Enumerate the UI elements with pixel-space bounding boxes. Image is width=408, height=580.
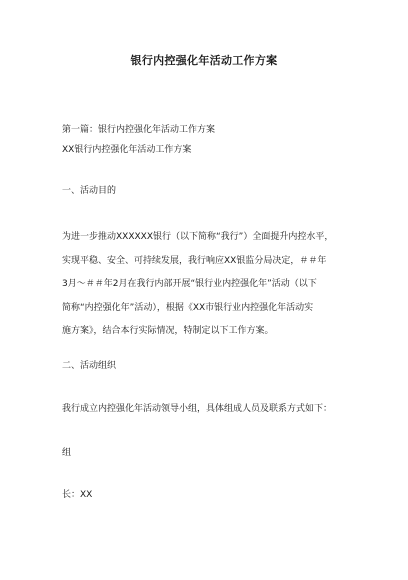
paragraph-line: 3月～＃＃年2月在我行内部开展“银行业内控强化年”活动（以下 — [62, 279, 317, 289]
section-2-paragraph: 我行成立内控强化年活动领导小组，具体组成人员及联系方式如下： — [62, 404, 333, 414]
paragraph-line: 实现平稳、安全、可持续发展，我行响应XX银监分局决定，＃＃年 — [62, 255, 327, 266]
paragraph-line: 为进一步推动XXXXXX银行（以下简称“我行”）全面提升内控水平， — [62, 232, 334, 242]
section-2-heading: 二、活动组织 — [62, 361, 117, 371]
group-label: 组 — [62, 448, 72, 458]
document-title: 银行内控强化年活动工作方案 — [130, 54, 278, 67]
section-1-heading: 一、活动目的 — [62, 186, 117, 196]
subtitle-line-2: XX银行内控强化年活动工作方案 — [62, 145, 192, 155]
leader-line: 长：XX — [62, 490, 93, 500]
paragraph-line: 施方案》，结合本行实际情况，特制定以下工作方案。 — [62, 326, 274, 336]
section-1-paragraph — [62, 226, 352, 344]
subtitle-line-1: 第一篇：银行内控强化年活动工作方案 — [62, 125, 216, 135]
paragraph-line: 简称“内控强化年”活动），根据《XX市银行业内控强化年活动实 — [62, 302, 314, 313]
